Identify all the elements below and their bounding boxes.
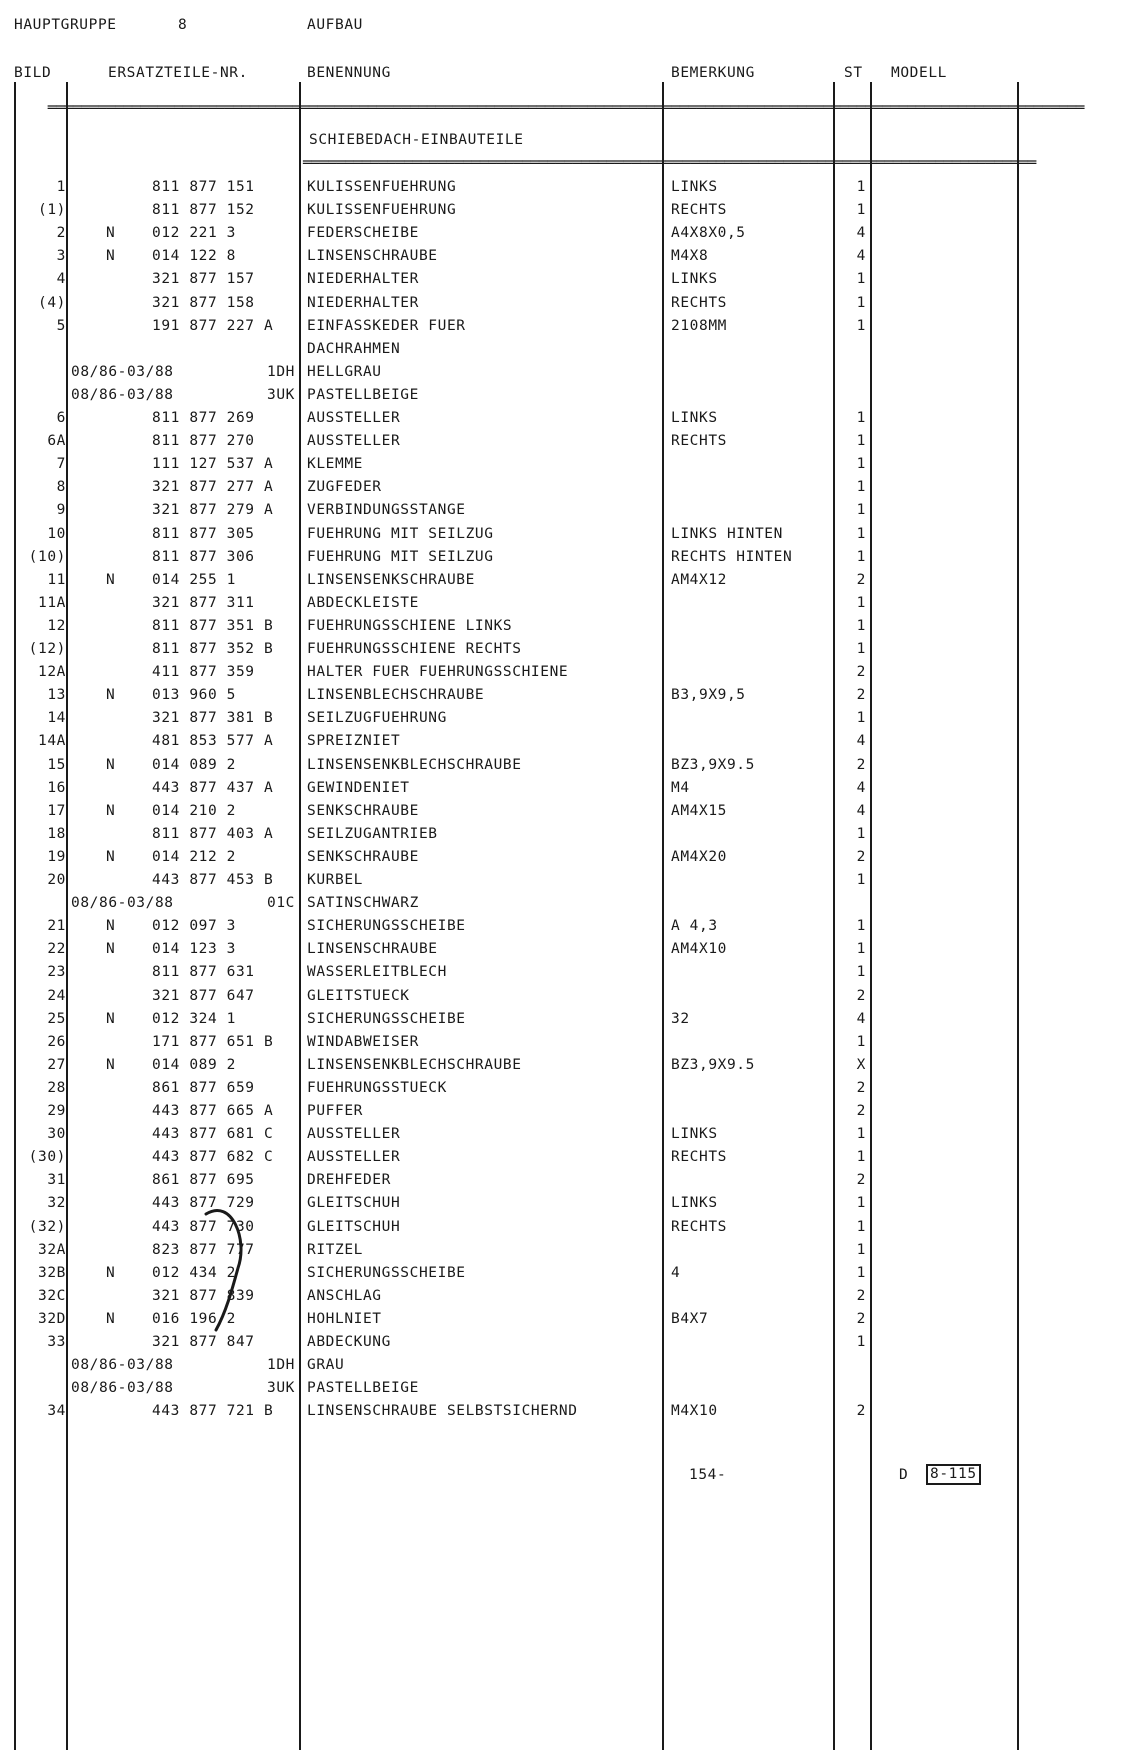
part-remark: M4 [671,779,690,796]
norm-prefix: N [106,1310,116,1327]
part-number: 811 877 269 [152,410,255,426]
part-number: 321 877 311 [152,594,255,611]
page-reference: 8-115 [926,1464,981,1485]
part-remark: B4X7 [671,1310,709,1327]
part-number: 443 877 721 B [152,1403,274,1420]
bild-number: 6 [56,410,66,426]
validity-period: 08/86-03/88 [71,363,174,380]
color-name: GRAU [307,1357,345,1374]
part-remark: M4X10 [671,1403,718,1420]
bild-number: 32 [47,1195,66,1212]
part-remark: B3,9X9,5 [671,687,746,704]
part-name: SEILZUGFUEHRUNG [307,710,447,727]
bild-number: 26 [47,1033,66,1050]
col-header-bemerkung: BEMERKUNG [671,65,755,81]
group-number: 8 [178,17,188,33]
part-quantity: 2 [856,987,866,1004]
norm-prefix: N [106,756,116,773]
col-header-st: ST [844,65,863,81]
part-name: EINFASSKEDER FUER [307,317,466,334]
part-number: 014 210 2 [152,802,236,819]
part-quantity: 1 [856,918,866,935]
part-name: FEDERSCHEIBE [307,225,419,242]
bild-number: 23 [47,964,66,981]
validity-period: 08/86-03/88 [71,1380,174,1397]
part-name: KURBEL [307,872,363,888]
col-header-bild: BILD [14,65,52,81]
part-number: 012 221 3 [152,225,236,242]
part-name: SEILZUGANTRIEB [307,825,438,842]
part-name: ABDECKUNG [307,1334,391,1350]
bild-number: (1) [38,202,66,219]
part-name: ANSCHLAG [307,1287,382,1304]
part-name: FUEHRUNGSSCHIENE LINKS [307,617,513,634]
part-remark: BZ3,9X9.5 [671,756,755,773]
part-name: DACHRAHMEN [307,340,401,357]
bild-number: (32) [28,1218,66,1235]
part-name: AUSSTELLER [307,433,401,450]
part-number: 823 877 777 [152,1241,255,1258]
part-number: 014 123 3 [152,941,236,958]
part-remark: 32 [671,1010,690,1027]
part-number: 012 097 3 [152,918,236,935]
bild-number: (12) [28,641,66,657]
part-number: 443 877 682 C [152,1149,274,1166]
part-name: LINSENSENKSCHRAUBE [307,571,475,588]
part-name: NIEDERHALTER [307,271,419,288]
part-remark: RECHTS [671,1149,727,1166]
col-header-benennung: BENENNUNG [307,65,391,81]
part-name: LINSENSENKBLECHSCHRAUBE [307,1056,522,1073]
section-name: AUFBAU [307,17,363,33]
part-quantity: 1 [856,710,866,727]
part-remark: A4X8X0,5 [671,225,746,242]
part-number: 811 877 270 [152,433,255,450]
norm-prefix: N [106,1010,116,1027]
part-remark: AM4X12 [671,571,727,588]
part-quantity: 1 [856,1264,866,1281]
part-number: 191 877 227 A [152,317,274,334]
part-quantity: 4 [856,248,866,265]
bild-number: 11A [38,594,66,611]
part-name: AUSSTELLER [307,1149,401,1166]
bild-number: 34 [47,1403,66,1420]
part-name: GLEITSCHUH [307,1195,401,1212]
color-code: 3UK [267,1380,295,1397]
bild-number: 20 [47,872,66,888]
bild-number: (30) [28,1149,66,1166]
part-number: 014 212 2 [152,848,236,865]
color-name: SATINSCHWARZ [307,895,419,912]
part-name: LINSENSCHRAUBE [307,941,438,958]
bild-number: 16 [47,779,66,796]
part-name: AUSSTELLER [307,410,401,426]
part-quantity: 4 [856,225,866,242]
part-quantity: 1 [856,617,866,634]
validity-period: 08/86-03/88 [71,386,174,403]
part-name: RITZEL [307,1241,363,1258]
part-name: GEWINDENIET [307,779,410,796]
bild-number: 1 [56,179,66,195]
part-quantity: 1 [856,410,866,426]
part-number: 321 877 647 [152,987,255,1004]
part-name: GLEITSTUECK [307,987,410,1004]
part-number: 811 877 631 [152,964,255,981]
part-quantity: 1 [856,548,866,565]
part-name: FUEHRUNGSSCHIENE RECHTS [307,641,522,657]
bild-number: 13 [47,687,66,704]
part-quantity: 1 [856,825,866,842]
part-quantity: 1 [856,594,866,611]
part-name: WINDABWEISER [307,1033,419,1050]
bild-number: 4 [56,271,66,288]
part-name: PUFFER [307,1103,363,1119]
bild-number: 29 [47,1103,66,1119]
part-number: 811 877 152 [152,202,255,219]
part-quantity: 1 [856,641,866,657]
part-number: 861 877 695 [152,1172,255,1189]
part-name: FUEHRUNG MIT SEILZUG [307,548,494,565]
part-name: LINSENSENKBLECHSCHRAUBE [307,756,522,773]
part-quantity: 2 [856,1310,866,1327]
bild-number: 6A [47,433,66,450]
bild-number: 32C [38,1287,66,1304]
part-name: SENKSCHRAUBE [307,802,419,819]
part-number: 012 324 1 [152,1010,236,1027]
part-quantity: 1 [856,1218,866,1235]
bild-number: 30 [47,1126,66,1143]
part-quantity: 1 [856,1033,866,1050]
part-quantity: 2 [856,848,866,865]
part-name: WASSERLEITBLECH [307,964,447,981]
bild-number: 17 [47,802,66,819]
part-name: DREHFEDER [307,1172,391,1189]
col-header-ersatzteile: ERSATZTEILE-NR. [108,65,248,81]
part-number: 171 877 651 B [152,1033,274,1050]
bild-number: 32B [38,1264,66,1281]
part-number: 014 255 1 [152,571,236,588]
bild-number: 14A [38,733,66,750]
part-remark: AM4X10 [671,941,727,958]
part-name: ABDECKLEISTE [307,594,419,611]
part-quantity: 2 [856,1079,866,1096]
part-number: 811 877 306 [152,548,255,565]
part-quantity: 2 [856,1287,866,1304]
bild-number: (10) [28,548,66,565]
part-number: 811 877 351 B [152,617,274,634]
norm-prefix: N [106,1264,116,1281]
part-quantity: 4 [856,733,866,750]
part-remark: RECHTS [671,433,727,450]
bild-number: 27 [47,1056,66,1073]
part-quantity: 2 [856,664,866,681]
part-name: VERBINDUNGSSTANGE [307,502,466,519]
norm-prefix: N [106,848,116,865]
norm-prefix: N [106,571,116,588]
page-number: 154- [689,1467,727,1483]
bild-number: 32D [38,1310,66,1327]
part-name: SPREIZNIET [307,733,401,750]
part-number: 321 877 158 [152,294,255,311]
part-name: LINSENSCHRAUBE [307,248,438,265]
part-name: GLEITSCHUH [307,1218,401,1235]
part-name: AUSSTELLER [307,1126,401,1143]
validity-period: 08/86-03/88 [71,895,174,912]
part-quantity: 1 [856,964,866,981]
bild-number: 21 [47,918,66,935]
bild-number: 24 [47,987,66,1004]
part-name: SICHERUNGSSCHEIBE [307,1264,466,1281]
part-quantity: 1 [856,456,866,473]
norm-prefix: N [106,918,116,935]
norm-prefix: N [106,1056,116,1073]
color-code: 1DH [267,363,295,380]
part-number: 111 127 537 A [152,456,274,473]
bild-number: 28 [47,1079,66,1096]
part-name: HALTER FUER FUEHRUNGSSCHIENE [307,664,569,681]
bild-number: 3 [56,248,66,265]
part-quantity: 1 [856,1126,866,1143]
bild-number: 9 [56,502,66,519]
bild-number: 15 [47,756,66,773]
part-quantity: 4 [856,779,866,796]
part-number: 321 877 157 [152,271,255,288]
bild-number: 22 [47,941,66,958]
part-name: SICHERUNGSSCHEIBE [307,918,466,935]
part-name: HOHLNIET [307,1310,382,1327]
part-number: 811 877 151 [152,179,255,195]
part-quantity: 1 [856,502,866,519]
part-number: 443 877 730 [152,1218,255,1235]
bild-number: 11 [47,571,66,588]
part-quantity: 1 [856,525,866,542]
part-number: 443 877 729 [152,1195,255,1212]
group-label: HAUPTGRUPPE [14,17,117,33]
part-remark: AM4X20 [671,848,727,865]
bild-number: 14 [47,710,66,727]
color-name: PASTELLBEIGE [307,386,419,403]
part-quantity: 2 [856,1172,866,1189]
part-number: 014 089 2 [152,1056,236,1073]
part-remark: LINKS HINTEN [671,525,783,542]
part-name: LINSENBLECHSCHRAUBE [307,687,485,704]
col-header-modell: MODELL [891,65,947,81]
part-quantity: 1 [856,941,866,958]
part-number: 811 877 403 A [152,825,274,842]
part-number: 861 877 659 [152,1079,255,1096]
part-quantity: 1 [856,294,866,311]
section-title: SCHIEBEDACH-EINBAUTEILE [309,132,524,148]
part-remark: RECHTS HINTEN [671,548,793,565]
part-remark: LINKS [671,179,718,195]
norm-prefix: N [106,941,116,958]
part-quantity: 2 [856,1403,866,1420]
part-remark: RECHTS [671,294,727,311]
part-quantity: 2 [856,756,866,773]
part-number: 014 122 8 [152,248,236,265]
norm-prefix: N [106,248,116,265]
part-quantity: 1 [856,1241,866,1258]
part-name: KULISSENFUEHRUNG [307,202,457,219]
part-quantity: 1 [856,433,866,450]
part-quantity: 1 [856,179,866,195]
part-name: SICHERUNGSSCHEIBE [307,1010,466,1027]
part-name: KLEMME [307,456,363,473]
part-name: LINSENSCHRAUBE SELBSTSICHERND [307,1403,578,1420]
bild-number: 7 [56,456,66,473]
part-quantity: 1 [856,479,866,496]
part-remark: BZ3,9X9.5 [671,1056,755,1073]
part-number: 811 877 352 B [152,641,274,657]
part-name: FUEHRUNG MIT SEILZUG [307,525,494,542]
part-name: KULISSENFUEHRUNG [307,179,457,195]
bild-number: 12 [47,617,66,634]
bild-number: 18 [47,825,66,842]
part-number: 321 877 277 A [152,479,274,496]
bild-number: 33 [47,1334,66,1350]
part-number: 013 960 5 [152,687,236,704]
norm-prefix: N [106,225,116,242]
part-remark: M4X8 [671,248,709,265]
color-code: 01C [267,895,295,912]
part-number: 443 877 665 A [152,1103,274,1119]
part-quantity: 1 [856,1195,866,1212]
part-remark: A 4,3 [671,918,718,935]
part-name: SENKSCHRAUBE [307,848,419,865]
part-number: 321 877 279 A [152,502,274,519]
part-number: 443 877 437 A [152,779,274,796]
country-code: D [899,1467,909,1483]
bild-number: 19 [47,848,66,865]
part-quantity: 2 [856,1103,866,1119]
part-quantity: 1 [856,1334,866,1350]
color-name: HELLGRAU [307,363,382,380]
part-number: 014 089 2 [152,756,236,773]
part-remark: RECHTS [671,202,727,219]
part-quantity: 1 [856,1149,866,1166]
bild-number: 5 [56,317,66,334]
part-remark: LINKS [671,1195,718,1212]
bild-number: 31 [47,1172,66,1189]
bild-number: 2 [56,225,66,242]
bild-number: (4) [38,294,66,311]
section-separator: ═══════════════════════════════════════════════════════════════════════════════════════ [303,155,1037,171]
part-quantity: X [856,1056,866,1073]
validity-period: 08/86-03/88 [71,1357,174,1374]
part-remark: RECHTS [671,1218,727,1235]
bild-number: 32A [38,1241,66,1258]
part-name: ZUGFEDER [307,479,382,496]
part-number: 443 877 681 C [152,1126,274,1143]
part-quantity: 1 [856,202,866,219]
bild-number: 10 [47,525,66,542]
part-quantity: 1 [856,317,866,334]
part-number: 321 877 847 [152,1334,255,1350]
part-number: 811 877 305 [152,525,255,542]
bild-number: 8 [56,479,66,496]
part-name: FUEHRUNGSSTUECK [307,1079,447,1096]
part-name: NIEDERHALTER [307,294,419,311]
color-code: 1DH [267,1357,295,1374]
part-number: 321 877 381 B [152,710,274,727]
part-quantity: 2 [856,571,866,588]
part-quantity: 1 [856,271,866,288]
part-quantity: 2 [856,687,866,704]
bild-number: 25 [47,1010,66,1027]
part-remark: 2108MM [671,317,727,334]
part-remark: 4 [671,1264,681,1281]
bild-number: 12A [38,664,66,681]
part-number: 411 877 359 [152,664,255,681]
part-quantity: 1 [856,872,866,888]
part-number: 321 877 839 [152,1287,255,1304]
header-separator: ═══════════════════════════════════════════════════════════════════════════════════════════════════════════════════════════ [47,100,1085,116]
part-number: 443 877 453 B [152,872,274,888]
part-remark: LINKS [671,271,718,288]
part-number: 016 196 2 [152,1310,236,1327]
part-number: 012 434 2 [152,1264,236,1281]
part-remark: LINKS [671,410,718,426]
color-name: PASTELLBEIGE [307,1380,419,1397]
part-quantity: 4 [856,1010,866,1027]
color-code: 3UK [267,386,295,403]
part-number: 481 853 577 A [152,733,274,750]
norm-prefix: N [106,687,116,704]
part-remark: LINKS [671,1126,718,1143]
part-remark: AM4X15 [671,802,727,819]
part-quantity: 4 [856,802,866,819]
norm-prefix: N [106,802,116,819]
